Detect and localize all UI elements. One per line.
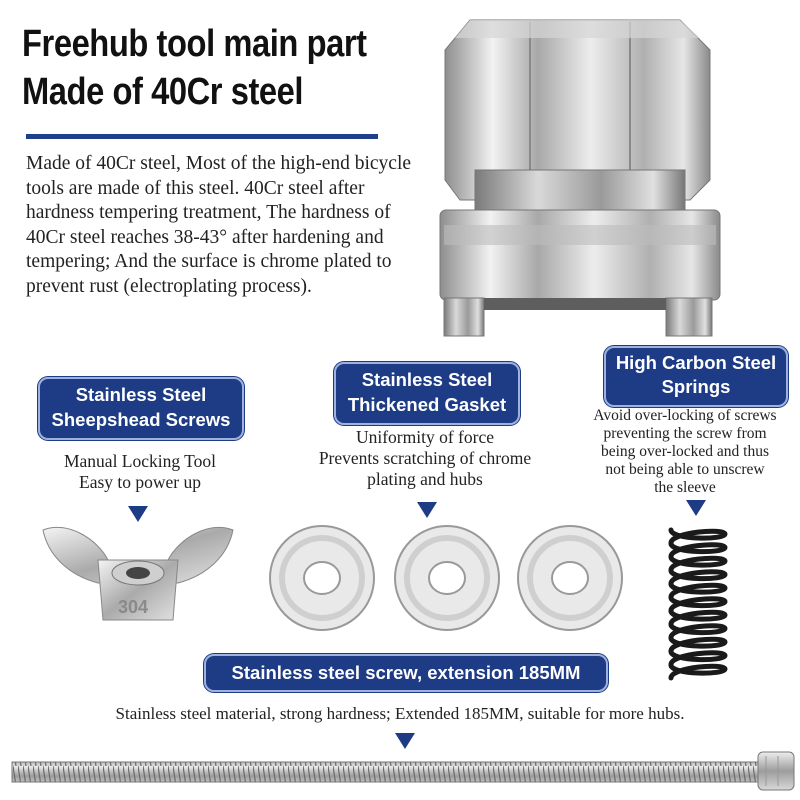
sheepshead-screws-badge [38, 377, 244, 440]
badge-label: Stainless steel screw, extension 185MM [231, 662, 581, 683]
badge-line-2: Sheepshead Screws [51, 409, 231, 430]
freehub-tool-image [430, 10, 730, 340]
pointer-triangle [417, 502, 437, 518]
title-line-2: Made of 40Cr steel [22, 71, 304, 113]
badge-line-2: Springs [661, 376, 731, 397]
note-line: Avoid over-locking of screws [593, 407, 777, 424]
spring-coil [671, 665, 725, 678]
thickened-gasket-badge [334, 362, 520, 425]
badge-line-2: Thickened Gasket [347, 394, 507, 415]
badge-line-1: High Carbon Steel [615, 352, 777, 373]
spring-coil [671, 638, 725, 651]
spring-coil [671, 625, 725, 638]
spring-coil [671, 544, 725, 557]
spring-coil [671, 584, 725, 597]
spring-coil [671, 611, 725, 624]
note-line: Uniformity of force [355, 427, 494, 447]
note-line: Prevents scratching of chrome [318, 448, 532, 468]
wing-nut-stamp: 304 [118, 597, 149, 617]
note-line: being over-locked and thus [601, 443, 769, 460]
note-line: Stainless steel material, strong hardness; Extended 185MM, suitable for more hubs. [115, 704, 685, 723]
note-line: Easy to power up [79, 472, 201, 492]
title-underline [26, 134, 378, 139]
material-description: Made of 40Cr steel, Most of the high-end bicycle tools are made of this steel. 40Cr steel after hardness tempering treatment, The hardness of 40Cr steel reaches 38-43° after hardening and tempering; And the surface is chrome plated to prevent rust (electroplating process). [26, 153, 412, 297]
note-line: preventing the screw from [603, 425, 767, 442]
note-line: not being able to unscrew [605, 461, 765, 478]
spring-image [663, 522, 733, 682]
spring-coil [671, 530, 725, 543]
pointer-triangle [686, 500, 706, 516]
wing-nut-image [38, 515, 238, 635]
washer [395, 526, 499, 630]
long-screw-badge [204, 654, 608, 692]
screws-note [20, 451, 260, 493]
long-screw-image [8, 746, 798, 796]
page-title [22, 20, 367, 116]
springs-badge [604, 346, 788, 407]
washers-image [262, 520, 632, 640]
spring-coil [671, 652, 725, 665]
washer [518, 526, 622, 630]
note-line: plating and hubs [367, 469, 483, 489]
note-line: Manual Locking Tool [63, 451, 217, 471]
gasket-note [275, 427, 575, 490]
title-line-1: Freehub tool main part [22, 23, 367, 65]
badge-line-1: Stainless Steel [361, 369, 493, 390]
spring-coil [671, 598, 725, 611]
note-line: the sleeve [654, 479, 716, 496]
washer [270, 526, 374, 630]
springs-note [570, 407, 800, 497]
badge-line-1: Stainless Steel [75, 384, 207, 405]
spring-coil [671, 571, 725, 584]
long-screw-note [0, 703, 800, 724]
spring-coil [671, 557, 725, 570]
